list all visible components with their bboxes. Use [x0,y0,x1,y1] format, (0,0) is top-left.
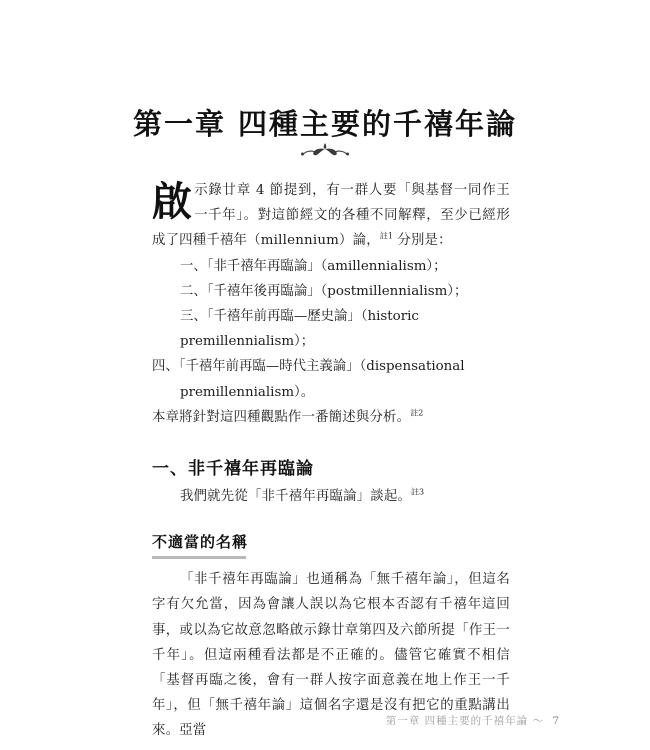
opening-paragraph-text: 示錄廿章 4 節提到，有一群人要「與基督一同作王一千年」。對這節經文的各種不同解釋，至少已經形成了四種千禧年（millennium）論， [152,183,510,249]
summary-line-text: 本章將針對這四種觀點作一番簡述與分析。 [152,409,411,425]
list-item-latin: （amillennialism）； [320,258,447,274]
opening-paragraph [152,178,510,254]
page-title: 第一章 四種主要的千禧年論 [132,107,518,142]
footnote-marker-2[interactable]: 註2 [410,408,424,418]
list-item-term: 「千禧年前再臨—時代主義論」 [178,359,360,375]
page-number: 7 [552,715,560,727]
page-footer [0,713,650,728]
millennial-views-list [152,254,510,405]
subsection-heading-block [152,531,510,559]
subsection-body-paragraph: 「非千禧年再臨論」也通稱為「無千禧年論」，但這名字有欠允當，因為會讓人誤以為它根本否認有千禧年這回事，或以為它故意忽略啟示錄廿章第四及六節所提「作王一千年」。但這兩種看法都是不正確的。儘管它確實不相信「基督再臨之後，會有一群人按字面意義在地上作王一千年」，但「無千禧年論」這個名字還是沒有把它的重點講出來。亞當 [152,572,510,739]
list-item-latin: （dispensational premillennialism）。 [180,359,465,400]
section-intro-text: 我們就先從「非千禧年再臨論」談起。 [180,489,412,505]
footer-separator: ～ [532,715,544,727]
drop-cap: 啟 [152,178,193,225]
list-item-term: 「千禧年前再臨—歷史論」 [206,309,361,325]
list-item-marker: 三、 [180,309,207,325]
flourish-ornament-icon [0,138,650,160]
list-item-latin: （historic premillennialism）； [180,309,419,350]
list-item-latin: （postmillennialism）； [320,283,468,299]
footer-running-title: 第一章 四種主要的千禧年論 [385,715,529,727]
list-item-marker: 二、 [180,283,207,299]
list-item [152,279,510,304]
list-item-marker: 一、 [180,258,207,274]
subsection-heading: 不適當的名稱 [152,533,249,552]
list-item-marker: 四、 [152,359,179,375]
heading-underline-rule [152,556,246,559]
list-item [152,254,510,279]
text-column [152,178,510,744]
footnote-marker-1[interactable]: 註1 [379,231,393,241]
list-item [152,354,510,404]
list-item [152,304,510,354]
list-item-term: 「非千禧年再臨論」 [206,258,321,274]
summary-line [152,405,510,430]
section-intro-paragraph [152,484,510,509]
footnote-marker-3[interactable]: 註3 [411,487,425,497]
section-heading: 一、非千禧年再臨論 [152,459,314,480]
opening-paragraph-tail: 分別是： [392,233,452,249]
list-item-term: 「千禧年後再臨論」 [206,283,321,299]
